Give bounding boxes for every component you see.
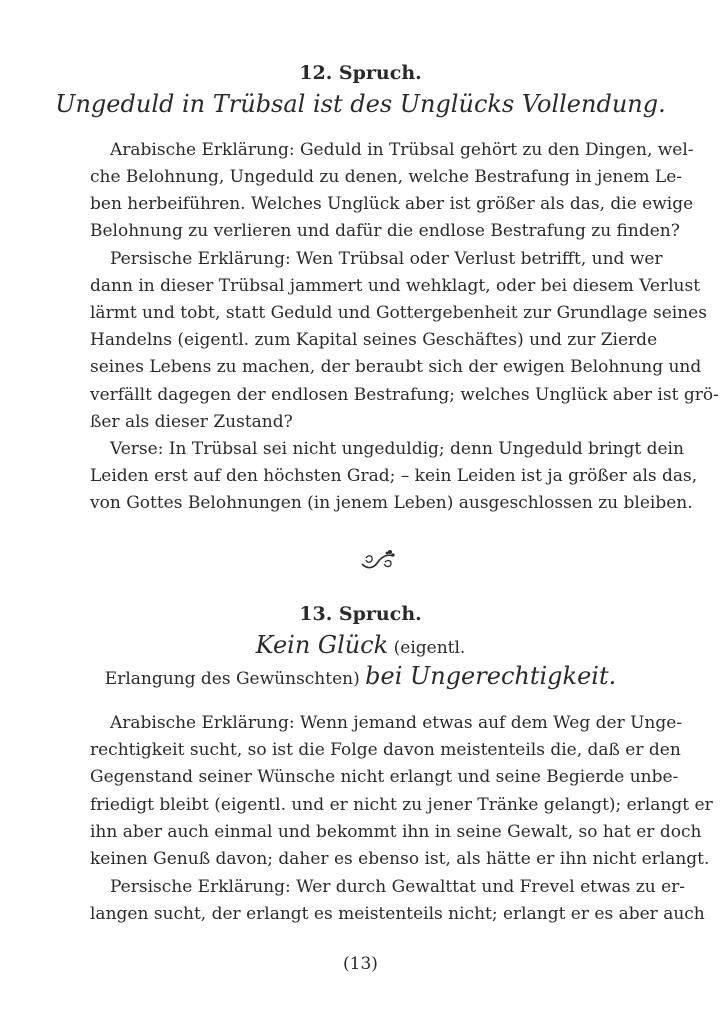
section-13-title xyxy=(0,631,721,659)
section-13-subtitle-plain: Erlangung des Gewünschten) xyxy=(104,669,360,689)
page-number: (13) xyxy=(343,954,378,974)
s13-line-3: Gegenstand seiner Wünsche nicht erlangt und seine Begierde unbe- xyxy=(90,767,679,787)
s12-line-5: Persische Erklärung: Wen Trübsal oder Verlust betrifft, und wer xyxy=(110,249,663,269)
s13-line-1: Arabische Erklärung: Wenn jemand etwas auf dem Weg der Unge- xyxy=(110,713,683,733)
s13-line-6: keinen Genuß davon; daher es ebenso ist, als hätte er ihn nicht erlangt. xyxy=(90,849,710,869)
section-13-title-plain: (eigentl. xyxy=(393,638,466,658)
section-13-heading: 13. Spruch. xyxy=(299,603,422,625)
s12-line-14: von Gottes Belohnungen (in jenem Leben) ausgeschlossen zu bleiben. xyxy=(90,493,693,513)
s12-line-12: Verse: In Trübsal sei nicht ungeduldig; denn Ungeduld bringt dein xyxy=(110,439,684,459)
s12-line-1: Arabische Erklärung: Geduld in Trübsal gehört zu den Dingen, wel- xyxy=(110,140,694,160)
s13-line-7: Persische Erklärung: Wer durch Gewalttat und Frevel etwas zu er- xyxy=(110,877,686,897)
s12-line-6: dann in dieser Trübsal jammert und wehklagt, oder bei diesem Verlust xyxy=(90,276,701,296)
s12-line-7: lärmt und tobt, statt Geduld und Gottergebenheit zur Grundlage seines xyxy=(90,303,707,323)
s12-line-9: seines Lebens zu machen, der beraubt sich der ewigen Belohnung und xyxy=(90,357,702,377)
s12-line-13: Leiden erst auf den höchsten Grad; – kein Leiden ist ja größer als das, xyxy=(90,466,698,486)
s12-line-2: che Belohnung, Ungeduld zu denen, welche Bestrafung in jenem Le- xyxy=(90,167,683,187)
section-12-title: Ungeduld in Trübsal ist des Unglücks Vollendung. xyxy=(55,90,666,118)
s13-line-8: langen sucht, der erlangt es meistenteils nicht; erlangt er es aber auch xyxy=(90,904,705,924)
s13-line-2: rechtigkeit sucht, so ist die Folge davon meistenteils die, daß er den xyxy=(90,740,681,760)
section-13-subtitle xyxy=(0,662,721,690)
section-12-heading: 12. Spruch. xyxy=(299,62,422,84)
s12-line-10: verfällt dagegen der endlosen Bestrafung; welches Unglück aber ist grö- xyxy=(90,385,719,405)
s13-line-5: ihn aber auch einmal und bekommt ihn in seine Gewalt, so hat er doch xyxy=(90,822,702,842)
section-13-title-italic: Kein Glück xyxy=(255,631,389,659)
s13-line-4: friedigt bleibt (eigentl. und er nicht zu jener Tränke gelangt); erlangt er xyxy=(90,795,713,815)
s12-line-3: ben herbeiführen. Welches Unglück aber ist größer als das, die ewige xyxy=(90,194,694,214)
s12-line-8: Handelns (eigentl. zum Kapital seines Geschäftes) und zur Zierde xyxy=(90,330,658,350)
section-13-subtitle-italic: bei Ungerechtigkeit. xyxy=(365,662,617,690)
floral-fleuron-icon xyxy=(360,548,396,572)
s12-line-11: ßer als dieser Zustand? xyxy=(90,412,293,432)
s12-line-4: Belohnung zu verlieren und dafür die endlose Bestrafung zu finden? xyxy=(90,221,680,241)
